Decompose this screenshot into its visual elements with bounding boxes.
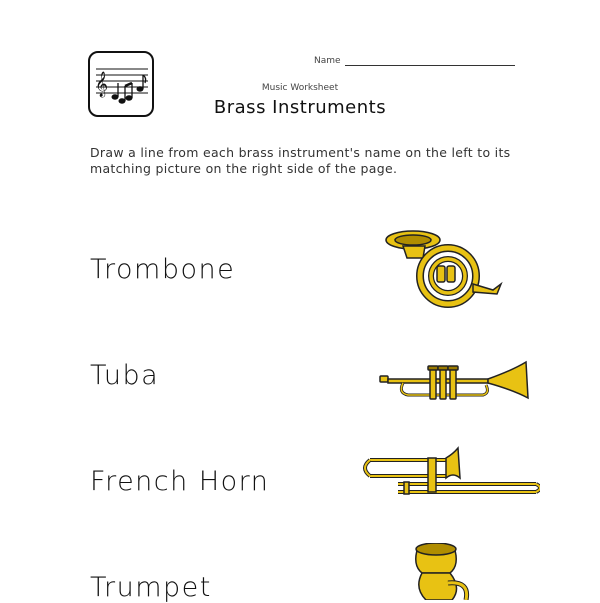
instrument-label-tuba: Tuba	[90, 360, 160, 391]
instructions-text: Draw a line from each brass instrument's name on the left to its matching picture on the right side of the page.	[90, 145, 511, 176]
name-line[interactable]	[345, 56, 515, 66]
trumpet-icon	[378, 360, 533, 405]
french-horn-icon	[385, 228, 505, 308]
instrument-label-trombone: Trombone	[90, 254, 236, 285]
instrument-label-trumpet: Trumpet	[90, 572, 212, 603]
page-title: Brass Instruments	[213, 97, 387, 118]
trombone-icon	[358, 446, 540, 498]
svg-text:𝄞: 𝄞	[95, 72, 109, 97]
worksheet-subtitle: Music Worksheet	[261, 83, 339, 93]
instrument-label-french-horn: French Horn	[90, 466, 270, 497]
tuba-icon	[404, 543, 479, 600]
name-label: Name	[314, 56, 341, 66]
name-field[interactable]	[314, 56, 515, 66]
